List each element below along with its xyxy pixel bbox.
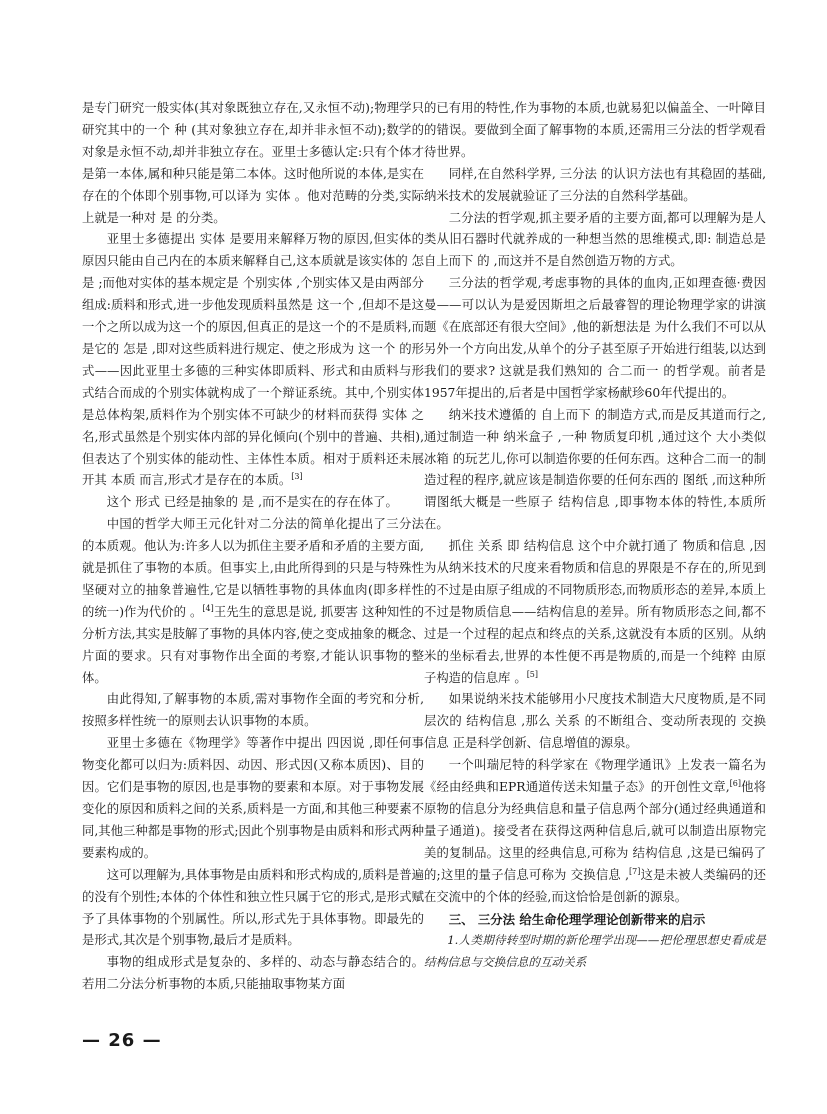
reference-mark: [4] [202, 603, 214, 613]
paragraph: 一个叫瑞尼特的科学家在《物理学通讯》上发表一篇名为《经由经典和EPR通道传送未知量子态》的开创性文章,[6]他将原物的信息分为经典信息和量子信息两个部分(通过经典通道和量子通道)。接受者在获得这两种信息后,就可以制造出原物完美的复制品。这里的经典信息,可称为 结构信息 ,这是已编码了的;这里的量子信息可称为 交换信息 ,[7]这是未被人类编码的还在交流中的个体的经验,而这恰恰是创新的源泉。 [424, 758, 766, 904]
section-title: 三、 三分法 给生命伦理学理论创新带来的启示 [448, 911, 706, 927]
paragraph: 事物的组成形式是复杂的、多样的、动态与静态结合的。若用二分法分析事物的本质,只能抽取事物某方面 [82, 955, 424, 992]
reference-mark: [6] [729, 779, 741, 789]
left-column [82, 98, 424, 996]
reference-mark: [3] [291, 472, 303, 482]
reference-mark: [5] [526, 669, 539, 679]
paragraph: 由此得知,了解事物的本质,需对事物作全面的考究和分析,按照多样性统一的原则去认识事物的本质。 [82, 692, 424, 729]
paragraph: 三分法的哲学观,考虑事物的具体的血肉,正如理查德·费因曼——可以认为是爱因斯坦之后最睿智的理论物理学家的讲演题《在底部还有很大空间》,他的新想法是 为什么我们不可以从另外一个方向出发,从单个的分子甚至原子开始进行组装,以达到我们的要求? 这就是我们熟知的 合二而一 的哲学观。前者是1957年提出的,后者是中国哲学家杨献珍60年代提出的。 [424, 276, 766, 400]
paragraph: 这可以理解为,具体事物是由质料和形式构成的,质料是普遍的没有个别性;本体的个体性和独立性只属于它的形式,是形式赋予了具体事物的个别属性。所以,形式先于具体事物。即最先的是形式,其次是个别事物,最后才是质料。 [82, 867, 424, 948]
reference-mark: [7] [629, 866, 641, 876]
page-number: — 26 — [82, 1030, 162, 1051]
paragraph: 如果说纳米技术能够用小尺度技术制造大尺度物质,是不同层次的 结构信息 ,那么 关系 的不断组合、变动所表现的 交换信息 正是科学创新、信息增值的源泉。 [424, 692, 766, 751]
paragraph: 中国的哲学大师王元化针对二分法的简单化提出了三分法的本质观。他认为:许多人以为抓住主要矛盾和矛盾的主要方面,就是抓住了事物的本质。但事实上,由此所得到的只是与特殊性坚硬对立的抽象普遍性,它是以牺牲事物的具体血肉(即多样性的统一)作为代价的 。[4]王先生的意思是说, 抓要害 这种知性的分析方法,其实是肢解了事物的具体内容,使之变成抽象的概念、片面的要求。只有对事物作出全面的考察,才能认识事物的整体。 [82, 517, 424, 685]
paragraph: 同样,在自然科学界, 三分法 的认识方法也有其稳固的基础,纳米技术的发展就验证了三分法的自然科学基础。 [424, 166, 766, 203]
paragraph: 是专门研究一般实体(其对象既独立存在,又永恒不动);物理学只研究其中的一个 种 (其对象独立存在,却并非永恒不动);数学的对象是永恒不动,却并非独立存在。亚里士多德认定:只有个体才是第一本体,属和种只能是第二本体。这时他所说的本体,是实在存在的个体即个别事物,可以译为 实体 。他对范畴的分类,实际上就是一种对 是 的分类。 [82, 101, 424, 225]
subsection-title: 1.人类期待转型时期的新伦理学出现——把伦理思想史看成是结构信息与交换信息的互动关系 [424, 933, 766, 970]
paragraph: 的已有用的特性,作为事物的本质,也就易犯以偏盖全、一叶障目的错误。要做到全面了解事物的本质,还需用三分法的哲学观看待世界。 [424, 101, 766, 159]
paragraph: 二分法的哲学观,抓主要矛盾的主要方面,都可以理解为是人类从旧石器时代就养成的一种想当然的思维模式,即: 制造总是 自上而下 的 ,而这并不是自然创造万物的方式。 [424, 210, 766, 269]
paragraph: 这个 形式 已经是抽象的 是 ,而不是实在的存在体了。 [106, 495, 398, 510]
paragraph: 纳米技术遵循的 自上而下 的制造方式,而是反其道而行之,通过制造一种 纳米盒子 ,一种 物质复印机 ,通过这个 大小类似冰箱 的玩艺儿,你可以制造你要的任何东西。这种合二而一的制造过程的程序,就应该是制造你要的任何东西的 图纸 ,而这种所谓图纸大概是一些原子 结构信息 ,即事物本体的特性,本质所在。 [424, 407, 766, 532]
paragraph: 抓住 关系 即 结构信息 这个中介就打通了 物质和信息 ,因为从纳米技术的尺度来看物质和信息的界限是不存在的,所见到的不过是由原子组成的不同物质形态,而物质形态的差异,本质上不过是物质信息——结构信息的差异。所有物质形态之间,都不过是一个过程的起点和终点的关系,这就没有本质的区别。从纳米的坐标看去,世界的本性便不再是物质的,而是一个纯粹 由原子构造的信息库 。[5] [424, 539, 766, 685]
paragraph: 亚里士多德提出 实体 是要用来解释万物的原因,但实体的原因只能由自己内在的本质来解释自己,这本质就是该实体的 怎是 ;而他对实体的基本规定是 个别实体 ,个别实体又是由两部分组成:质料和形式,进一步他发现质料虽然是 这一个 ,但却不是这一个之所以成为这一个的原因,但真正的是这一个的不是质料,而是它的 怎是 ,即对这些质料进行规定、使之形成为 这一个 的形式——因此亚里士多德的三种实体即质料、形式和由质料与形式结合而成的个别实体就构成了一个辩证系统。其中,个别实体是总体构架,质料作为个别实体不可缺少的材料而获得 实体 之名,形式虽然是个别实体内部的异化倾向(个别中的普遍、共相),但表达了个别实体的能动性、主体性本质。相对于质料还未展开其 本质 而言,形式才是存在的本质。[3] [82, 232, 424, 488]
right-column [424, 98, 766, 974]
paragraph: 亚里士多德在《物理学》等著作中提出 四因说 ,即任何事物变化都可以归为:质料因、动因、形式因(又称本质因)、目的因。它们是事物的原因,也是事物的要素和本原。对于事物发展变化的原因和质料之间的关系,质料是一方面,和其他三种要素不同,其他三种都是事物的形式;因此个别事物是由质料和形式两种要素构成的。 [82, 736, 424, 860]
